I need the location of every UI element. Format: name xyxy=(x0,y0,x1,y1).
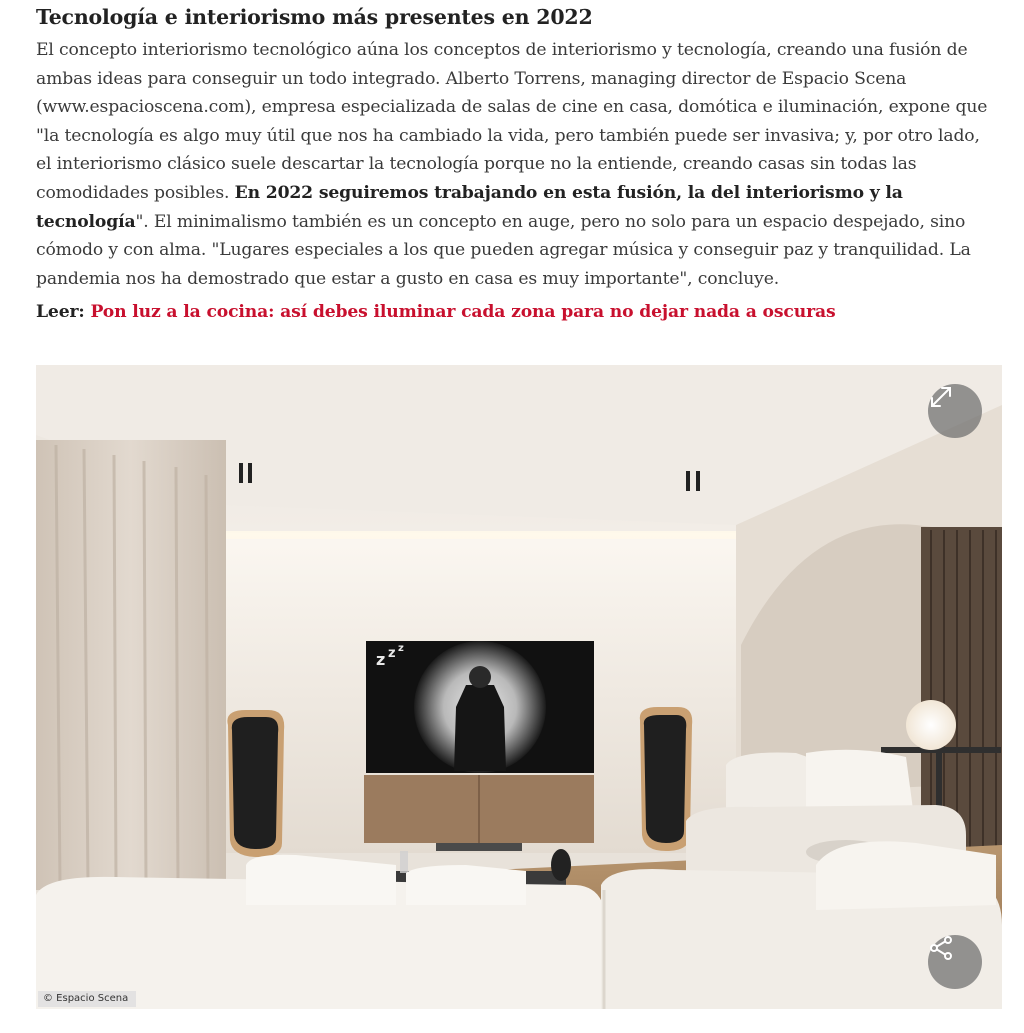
svg-text:z: z xyxy=(388,646,396,661)
share-image-button[interactable] xyxy=(928,935,982,989)
paragraph-text-end: ". El minimalismo también es un concepto en auge, pero no solo para un espacio despejado, sino cómodo y con alma. "Lugares especiales a los que pueden agregar música y conseguir paz y tranquilidad. La pandemia nos ha demostrado que estar a gusto en casa es muy importante", concluye. xyxy=(36,211,971,289)
expand-image-button[interactable] xyxy=(928,384,982,438)
living-room-photo xyxy=(36,365,1002,1009)
svg-text:z: z xyxy=(376,650,386,669)
read-more-label: Leer: xyxy=(36,302,85,323)
read-more-link[interactable]: Pon luz a la cocina: así debes iluminar cada zona para no dejar nada a oscuras xyxy=(90,302,836,323)
expand-arrows-icon xyxy=(928,384,954,410)
article-photo xyxy=(36,365,1002,1009)
share-icon xyxy=(928,935,954,961)
paragraph-bold-text: En 2022 seguiremos trabajando en esta fusión, la del interiorismo y la tecnología xyxy=(36,182,903,232)
article xyxy=(36,0,998,326)
article-paragraph xyxy=(36,36,998,293)
read-more xyxy=(36,298,998,326)
paragraph-text-start: El concepto interiorismo tecnológico aúna los conceptos de interiorismo y tecnología, creando una fusión de ambas ideas para conseguir un todo integrado. Alberto Torrens, managing director de Espacio Scena (www.espacioscena.com), empresa especializada de salas de cine en casa, domótica e iluminación, expone que "la tecnología es algo muy útil que nos ha cambiado la vida, pero también puede ser invasiva; y, por otro lado, el interiorismo clásico suele descartar la tecnología porque no la entiende, creando casas sin todas las comodidades posibles. xyxy=(36,40,988,203)
photo-credit: © Espacio Scena xyxy=(38,991,136,1007)
svg-text:z: z xyxy=(398,643,404,654)
section-heading: Tecnología e interiorismo más presentes en 2022 xyxy=(36,5,593,29)
